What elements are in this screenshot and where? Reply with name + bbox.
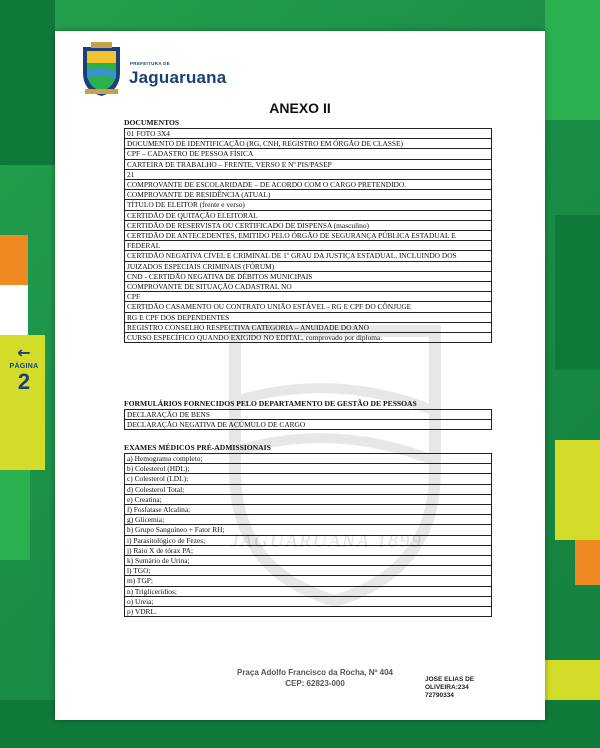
table-row <box>125 190 492 200</box>
table-cell: CERTIDÃO CASAMENTO OU CONTRATO UNIÃO ESTÁVEL - RG E CPF DO CÔNJUGE <box>125 302 492 312</box>
table-row <box>125 169 492 179</box>
table-row <box>125 271 492 281</box>
table-cell: 01 FOTO 3X4 <box>125 129 492 139</box>
section-title: DOCUMENTOS <box>124 118 180 127</box>
table-cell: e) Creatina; <box>125 494 492 504</box>
table-row <box>125 220 492 230</box>
table-cell: CPF <box>125 292 492 302</box>
table-row <box>125 454 492 464</box>
table-row <box>125 129 492 139</box>
formularios-section <box>124 399 492 430</box>
table-row <box>125 484 492 494</box>
table-cell: a) Hemograma completo; <box>125 454 492 464</box>
footer-cep: CEP: 62823-000 <box>285 679 345 688</box>
table-row <box>125 312 492 322</box>
decor-block <box>0 235 28 285</box>
table-cell: 21 <box>125 169 492 179</box>
table-row <box>125 545 492 555</box>
page-title: ANEXO II <box>269 100 331 116</box>
logo-name: Jaguaruana <box>129 68 227 87</box>
table-cell: b) Colesterol (HDL); <box>125 464 492 474</box>
table-row <box>125 333 492 343</box>
table-cell: o) Ureia; <box>125 596 492 606</box>
table-cell: COMPROVANTE DE RESIDÊNCIA (ATUAL) <box>125 190 492 200</box>
table-cell: DECLARAÇÃO NEGATIVA DE ACÚMULO DE CARGO <box>125 420 492 430</box>
table-cell: g) Glicemia; <box>125 515 492 525</box>
table-cell: DECLARAÇÃO DE BENS <box>125 410 492 420</box>
table-row <box>125 535 492 545</box>
logo-top-text: PREFEITURA DE <box>130 61 170 66</box>
table-row <box>125 322 492 332</box>
table-cell: DOCUMENTO DE IDENTIFICAÇÃO (RG, CNH, REGISTRO EM ÓRGÃO DE CLASSE) <box>125 139 492 149</box>
table-row <box>125 596 492 606</box>
table-cell: CPF – CADASTRO DE PESSOA FÍSICA <box>125 149 492 159</box>
decor-block <box>575 540 600 585</box>
table-row <box>125 210 492 220</box>
table-row <box>125 292 492 302</box>
table-cell: f) Fosfatase Alcalina; <box>125 505 492 515</box>
table-row <box>125 241 492 251</box>
table-cell: TÍTULO DE ELEITOR (frente e verso) <box>125 200 492 210</box>
table-row <box>125 180 492 190</box>
table-cell: CERTIDÃO DE ANTECEDENTES, EMITIDO PELO ÓRGÃO DE SEGURANÇA PÚBLICA ESTADUAL E <box>125 231 492 241</box>
table-row <box>125 515 492 525</box>
decor-block <box>555 440 600 540</box>
page-indicator[interactable] <box>6 345 42 394</box>
table-row <box>125 586 492 596</box>
signature-line: OLIVEIRA:234 <box>425 684 469 691</box>
table-cell: c) Colesterol (LDL); <box>125 474 492 484</box>
digital-signature <box>425 676 525 706</box>
table-cell: n) Triglicerídios; <box>125 586 492 596</box>
table-cell: CERTIDÃO NEGATIVA CÍVEL E CRIMINAL DE 1º GRAU DA JUSTIÇA ESTADUAL, INCLUINDO DOS <box>125 251 492 261</box>
table-cell: i) Parasitológico de Fezes; <box>125 535 492 545</box>
footer-street: Praça Adolfo Francisco da Rocha, Nº 404 <box>236 668 393 677</box>
table-row <box>125 282 492 292</box>
table-row <box>125 525 492 535</box>
table-cell: JUIZADOS ESPECIAIS CRIMINAIS (FÓRUM) <box>125 261 492 271</box>
table-cell: COMPROVANTE DE SITUAÇÃO CADASTRAL NO <box>125 282 492 292</box>
table-cell: CURSO ESPECÍFICO QUANDO EXIGIDO NO EDITAL, comprovado por diploma. <box>125 333 492 343</box>
signature-line: JOSE ELIAS DE <box>425 676 475 683</box>
table-row <box>125 410 492 420</box>
table-cell: REGISTRO CONSELHO RESPECTIVA CATEGORIA – ANUIDADE DO ANO <box>125 322 492 332</box>
decor-block <box>0 470 30 560</box>
table-row <box>125 566 492 576</box>
table-cell: p) VDRL. <box>125 607 492 617</box>
logo <box>79 41 279 101</box>
table-cell: CARTEIRA DE TRABALHO – FRENTE, VERSO E Nº PIS/PASEP <box>125 159 492 169</box>
crest-icon <box>79 41 124 97</box>
table-row <box>125 159 492 169</box>
table-row <box>125 420 492 430</box>
table-cell: k) Sumário de Urina; <box>125 556 492 566</box>
arrow-left-icon[interactable]: ← <box>17 343 31 362</box>
table-cell: h) Grupo Sanguíneo + Fator RH; <box>125 525 492 535</box>
decor-block <box>555 215 600 370</box>
table-cell: CERTIDÃO DE RESERVISTA OU CERTIFICADO DE DISPENSA (masculino) <box>125 220 492 230</box>
watermark-text: JAGUARUANA 1899 <box>230 531 423 552</box>
table-row <box>125 139 492 149</box>
formularios-table <box>124 409 492 430</box>
table-cell: j) Raio X de tórax PA; <box>125 545 492 555</box>
table-row <box>125 251 492 261</box>
decor-block <box>0 0 55 165</box>
table-row <box>125 576 492 586</box>
table-cell: m) TGP; <box>125 576 492 586</box>
table-row <box>125 200 492 210</box>
section-title: FORMULÁRIOS FORNECIDOS PELO DEPARTAMENTO DE GESTÃO DE PESSOAS <box>124 399 417 408</box>
table-cell: CERTIDÃO DE QUITAÇÃO ELEITORAL <box>125 210 492 220</box>
exames-table <box>124 453 492 617</box>
table-row <box>125 474 492 484</box>
documentos-section <box>124 118 492 343</box>
table-row <box>125 505 492 515</box>
table-row <box>125 464 492 474</box>
table-row <box>125 556 492 566</box>
table-row <box>125 494 492 504</box>
exames-section <box>124 443 492 617</box>
table-row <box>125 261 492 271</box>
documentos-table <box>124 128 492 343</box>
table-row <box>125 231 492 241</box>
table-cell: l) TGO; <box>125 566 492 576</box>
decor-block <box>0 285 28 335</box>
page-number: 2 <box>17 369 31 394</box>
footer-address <box>205 667 425 689</box>
section-title: EXAMES MÉDICOS PRÉ-ADMISSIONAIS <box>124 443 271 452</box>
page-label: PÁGINA <box>9 363 39 370</box>
table-cell: COMPROVANTE DE ESCOLARIDADE – DE ACORDO COM O CARGO PRETENDIDO. <box>125 180 492 190</box>
decor-block <box>545 0 600 120</box>
document-page <box>55 31 545 720</box>
table-cell: CND - CERTIDÃO NEGATIVA DE DÉBITOS MUNICIPAIS <box>125 271 492 281</box>
table-row <box>125 607 492 617</box>
table-cell: RG E CPF DOS DEPENDENTES <box>125 312 492 322</box>
table-cell: FEDERAL <box>125 241 492 251</box>
table-row <box>125 149 492 159</box>
signature-name <box>425 676 475 700</box>
signature-line: 72790334 <box>425 692 454 699</box>
table-row <box>125 302 492 312</box>
table-cell: d) Colesterol Total; <box>125 484 492 494</box>
